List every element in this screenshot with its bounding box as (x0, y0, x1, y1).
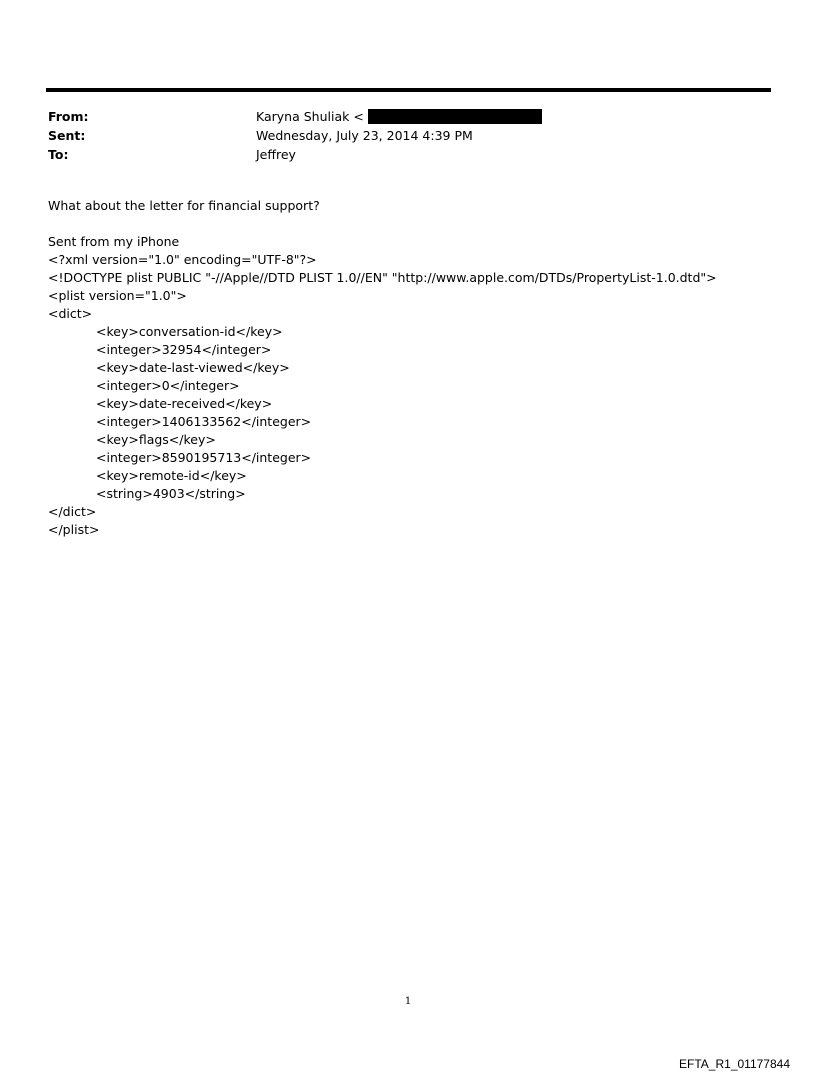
dict-line: <key>date-received</key> (96, 396, 273, 411)
plist-close: </plist> (48, 522, 100, 537)
to-row (48, 145, 768, 164)
body-signature: Sent from my iPhone (48, 234, 180, 249)
plist-open: <plist version="1.0"> (48, 288, 187, 303)
doctype-line: <!DOCTYPE plist PUBLIC "-//Apple//DTD PLIST 1.0//EN" "http://www.apple.com/DTDs/PropertyList-1.0.dtd"> (48, 270, 717, 285)
email-header (48, 107, 768, 164)
dict-line: <key>date-last-viewed</key> (96, 360, 290, 375)
from-row (48, 107, 768, 126)
dict-line: <integer>0</integer> (96, 378, 240, 393)
dict-open: <dict> (48, 306, 93, 321)
header-rule (46, 88, 771, 92)
from-label: From: (48, 109, 89, 124)
body-question: What about the letter for financial support? (48, 198, 320, 213)
dict-line: <key>conversation-id</key> (96, 324, 283, 339)
from-value: Karyna Shuliak < (256, 109, 364, 124)
dict-line: <key>flags</key> (96, 432, 216, 447)
to-value: Jeffrey (256, 147, 296, 162)
sent-row (48, 126, 768, 145)
dict-line: <integer>32954</integer> (96, 342, 272, 357)
email-body (48, 197, 768, 539)
dict-line: <string>4903</string> (96, 486, 246, 501)
redaction-box (368, 109, 542, 124)
sent-value: Wednesday, July 23, 2014 4:39 PM (256, 128, 473, 143)
dict-line: <key>remote-id</key> (96, 468, 247, 483)
sent-label: Sent: (48, 128, 86, 143)
page-number: 1 (404, 996, 412, 1007)
dict-line: <integer>8590195713</integer> (96, 450, 312, 465)
from-value-wrap (256, 109, 542, 124)
xml-declaration: <?xml version="1.0" encoding="UTF-8"?> (48, 252, 317, 267)
blank-line (48, 215, 768, 233)
dict-close: </dict> (48, 504, 97, 519)
bates-number: EFTA_R1_01177844 (679, 1057, 790, 1071)
dict-line: <integer>1406133562</integer> (96, 414, 312, 429)
to-label: To: (48, 147, 69, 162)
